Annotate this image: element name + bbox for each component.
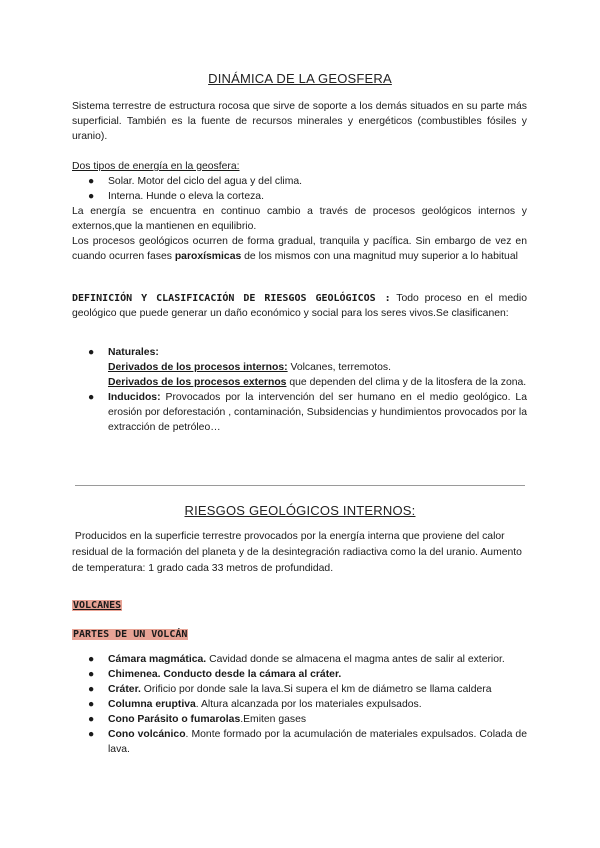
energy-section bbox=[72, 159, 527, 204]
page-title: DINÁMICA DE LA GEOSFERA bbox=[208, 71, 392, 86]
list-item: ● Cráter. Orificio por donde sale la lava.Si supera el km de diámetro se llama caldera bbox=[88, 684, 492, 695]
processes-paragraph: Los procesos geológicos ocurren de forma gradual, tranquila y pacífica. Sin embargo de vez en cuando ocurren fases paroxísmicas de los mismos con una magnitud muy superior a lo habitual bbox=[72, 236, 527, 262]
bullet-icon: ● bbox=[88, 729, 95, 740]
paroxismicas-term: paroxísmicas bbox=[174, 251, 242, 262]
bullet-icon: ● bbox=[88, 176, 95, 187]
bullet-icon: ● bbox=[88, 191, 95, 202]
list-item: ● Cono volcánico. Monte formado por la acumulación de materiales expulsados. Colada de lava. bbox=[88, 729, 527, 755]
energy-list bbox=[72, 174, 527, 204]
volcanes-heading: VOLCANES bbox=[73, 600, 122, 611]
list-item: ● Columna eruptiva. Altura alcanzada por los materiales expulsados. bbox=[88, 699, 422, 710]
definition-text: Todo proceso en el medio geológico que puede generar un daño económico y social para los seres vivos.Se clasificanen: bbox=[72, 293, 527, 319]
bullet-icon: ● bbox=[88, 392, 95, 403]
list-item-naturales bbox=[72, 345, 527, 390]
energy-heading: Dos tipos de energía en la geosfera: bbox=[72, 161, 240, 172]
risk-classification bbox=[72, 345, 527, 435]
definition-label: DEFINICIÓN Y CLASIFICACIÓN DE RIESGOS GEOLÓGICOS : bbox=[72, 293, 391, 304]
list-item: ● Cámara magmática. Cavidad donde se almacena el magma antes de salir al exterior. bbox=[88, 654, 505, 665]
section-title: RIESGOS GEOLÓGICOS INTERNOS: bbox=[184, 503, 416, 518]
partes-heading: PARTES DE UN VOLCÁN bbox=[73, 629, 188, 640]
bullet-icon: ● bbox=[88, 699, 95, 710]
list-item-inducidos bbox=[72, 390, 527, 435]
list-item bbox=[72, 174, 527, 189]
inducidos-label: Inducidos: bbox=[108, 392, 161, 403]
external-processes-label: Derivados de los procesos externos bbox=[108, 377, 287, 388]
bullet-icon: ● bbox=[88, 684, 95, 695]
internal-processes-text: Volcanes, terremotos. bbox=[287, 362, 391, 373]
list-item: ● Cono Parásito o fumarolas.Emiten gases bbox=[88, 714, 307, 725]
list-item: ● Chimenea. Conducto desde la cámara al cráter. bbox=[88, 669, 342, 680]
bullet-icon: ● bbox=[88, 669, 95, 680]
naturales-label: Naturales: bbox=[108, 347, 159, 358]
internal-risks-paragraph: Producidos en la superficie terrestre provocados por la energía interna que proviene del calor residual de la formación del planeta y de la desintegración radiactiva como la del uranio. Aumento de temperatura: 1 grado cada 33 metros de profundidad. bbox=[72, 531, 522, 574]
list-item-text: Solar. Motor del ciclo del agua y del clima. bbox=[108, 176, 303, 187]
list-item-text: Interna. Hunde o eleva la corteza. bbox=[108, 191, 264, 202]
inducidos-text: Provocados por la intervención del ser humano en el medio geológico. La erosión por deforestación , contaminación, Subsidencias y hundimientos provocados por la extracción de petróleo… bbox=[108, 392, 527, 433]
divider bbox=[75, 485, 525, 486]
bullet-icon: ● bbox=[88, 654, 95, 665]
definition-paragraph bbox=[72, 291, 527, 321]
bullet-icon: ● bbox=[88, 714, 95, 725]
bullet-icon: ● bbox=[88, 347, 95, 358]
volcano-parts bbox=[72, 652, 527, 757]
external-processes-text: que dependen del clima y de la litosfera de la zona. bbox=[286, 377, 527, 388]
list-item bbox=[72, 189, 527, 204]
energy-paragraph: La energía se encuentra en continuo cambio a través de procesos geológicos internos y externos,que la mantienen en equilibrio. bbox=[72, 206, 527, 232]
internal-processes-label: Derivados de los procesos internos: bbox=[108, 362, 288, 373]
intro-paragraph: Sistema terrestre de estructura rocosa que sirve de soporte a los demás situados en su parte más superficial. También es la fuente de recursos minerales y energéticos (combustibles fósiles y uranio). bbox=[72, 101, 527, 142]
